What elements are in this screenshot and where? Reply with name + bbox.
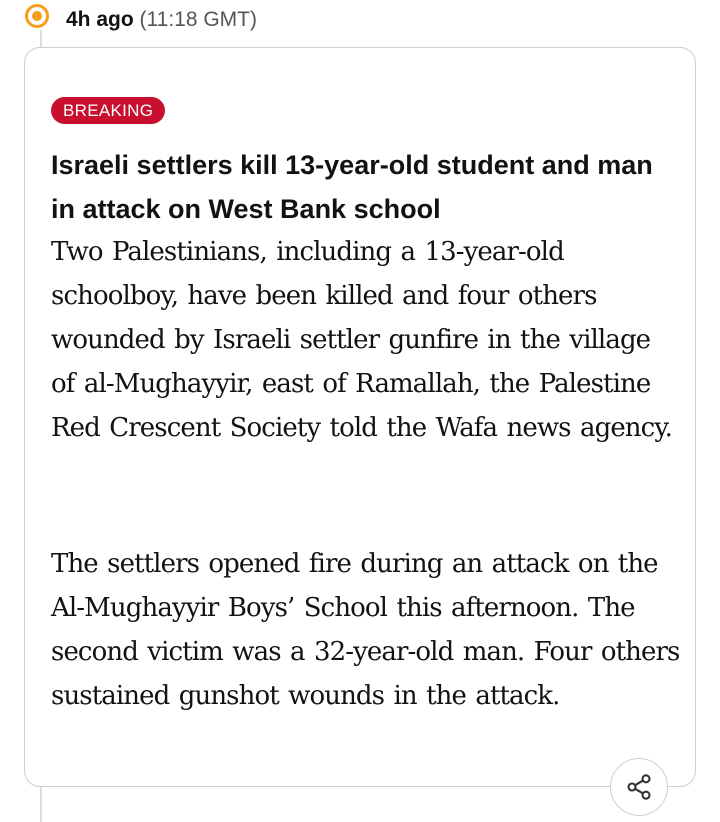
timeline-dot-icon xyxy=(25,4,49,28)
share-button[interactable] xyxy=(610,758,668,816)
post-paragraph: The settlers opened fire during an attack on the Al-Mughayyir Boys’ School this afternoon. The second victim was a 32-year-old man. Four others sustained gunshot wounds in the attack. xyxy=(51,549,680,711)
post-headline: Israeli settlers kill 13-year-old student and man in attack on West Bank school xyxy=(51,150,653,224)
live-blog-post-card xyxy=(24,47,696,787)
time-relative: 4h ago xyxy=(66,8,134,31)
post-paragraph: Two Palestinians, including a 13-year-old schoolboy, have been killed and four others wounded by Israeli settler gunfire in the village of al-Mughayyir, east of Ramallah, the Palestine Red Crescent Society told the Wafa news agency. xyxy=(51,237,673,443)
time-absolute: (11:18 GMT) xyxy=(139,8,257,31)
breaking-badge: BREAKING xyxy=(51,97,165,124)
timeline-dot-center xyxy=(32,11,42,21)
share-icon xyxy=(625,773,653,801)
post-timestamp xyxy=(66,7,257,33)
